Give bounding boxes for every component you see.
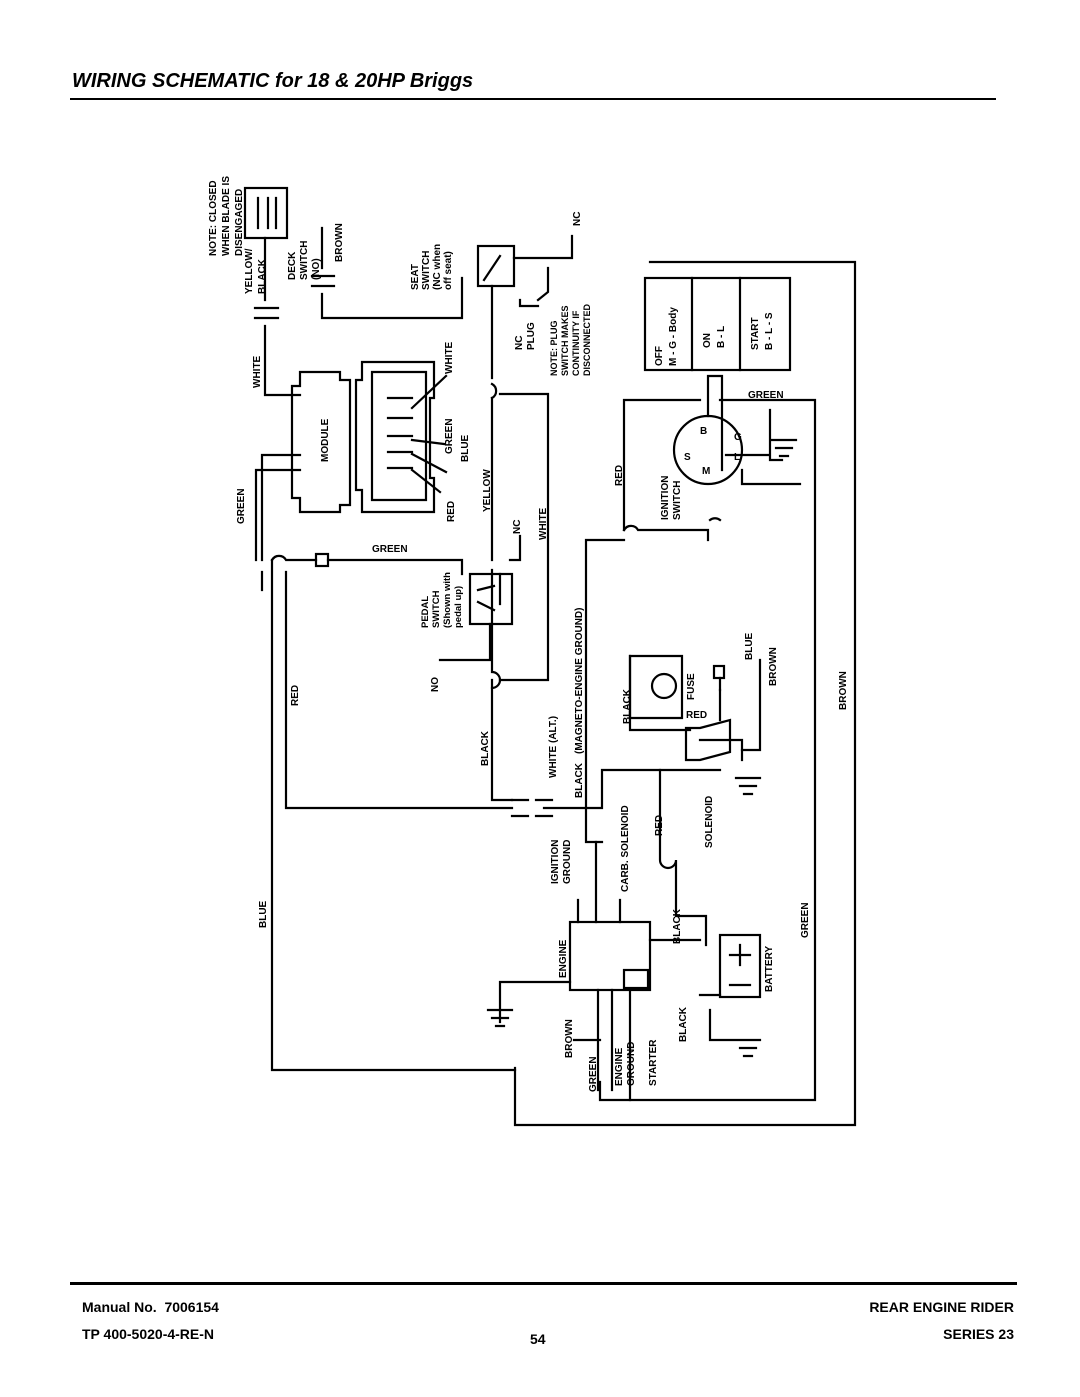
label-green-module: GREEN: [444, 418, 455, 454]
label-green-bottom-right: GREEN: [800, 902, 811, 938]
label-red-ign: RED: [614, 464, 625, 486]
wire-blue: [272, 560, 515, 1070]
label-deck-switch: DECK SWITCH (NO): [287, 240, 322, 280]
label-ignition-switch: IGNITION SWITCH: [660, 475, 683, 520]
label-yellow: YELLOW: [482, 469, 493, 512]
label-solenoid: SOLENOID: [704, 795, 715, 848]
label-engine: ENGINE: [558, 939, 569, 978]
label-battery: BATTERY: [764, 945, 775, 992]
label-brown-top: BROWN: [334, 223, 345, 262]
product-name: REAR ENGINE RIDER: [869, 1299, 1014, 1315]
label-red-fuse: RED: [686, 710, 708, 721]
label-white-1: WHITE: [252, 355, 263, 388]
label-white-alt: WHITE (ALT.): [548, 715, 559, 778]
label-black-mag: BLACK: [574, 763, 585, 798]
wire-red-left: [286, 572, 512, 808]
label-green-mid: GREEN: [372, 544, 408, 555]
label-brown-bottom: BROWN: [564, 1019, 575, 1058]
label-no: NO: [430, 677, 441, 692]
label-brown-right: BROWN: [768, 647, 779, 686]
label-black-fuse: BLACK: [622, 689, 633, 724]
engine-block: [570, 922, 650, 990]
label-fuse: FUSE: [686, 673, 697, 700]
label-key-start: START B - L - S: [750, 312, 775, 350]
label-black-bottom: BLACK: [678, 1007, 689, 1042]
label-nc-mid: NC: [512, 519, 523, 534]
label-starter: STARTER: [648, 1039, 659, 1086]
label-sw-b: B: [700, 426, 708, 437]
manual-label: Manual No.: [82, 1299, 157, 1315]
label-sw-s: S: [684, 452, 691, 463]
label-sw-m: M: [702, 466, 711, 477]
label-nc-plug: NC PLUG: [514, 322, 537, 350]
label-pedal-switch: PEDAL SWITCH (Shown with pedal up): [420, 572, 464, 628]
label-green-top-right: GREEN: [748, 390, 784, 401]
label-ignition-ground: IGNITION GROUND: [550, 839, 573, 884]
label-red-module: RED: [446, 500, 457, 522]
page-title: WIRING SCHEMATIC for 18 & 20HP Briggs: [72, 70, 474, 92]
footer-rule: [70, 1282, 1017, 1285]
series-label: SERIES 23: [943, 1326, 1014, 1342]
label-brown-far-right: BROWN: [838, 671, 849, 710]
deck-switch: [245, 188, 287, 238]
manual-number: [82, 1299, 219, 1315]
label-note-blade: NOTE: CLOSED WHEN BLADE IS DISENGAGED: [208, 176, 245, 256]
label-blue-far-left: BLUE: [258, 900, 269, 928]
label-nc-top: NC: [572, 211, 583, 226]
manual-value: 7006154: [164, 1299, 219, 1315]
label-sw-g: G: [734, 432, 742, 443]
label-note-plug: NOTE: PLUG SWITCH MAKES CONTINUITY IF DISCONNECTED: [549, 303, 592, 376]
label-seat-switch: SEAT SWITCH (NC when off seat): [410, 243, 454, 290]
label-black-bat: BLACK: [672, 909, 683, 944]
label-mag-ground: (MAGNETO-ENGINE GROUND): [574, 607, 585, 754]
page-number: 54: [530, 1331, 546, 1347]
label-sw-l: L: [734, 452, 741, 463]
label-key-on: ON B - L: [702, 325, 727, 348]
label-red-left: RED: [290, 684, 301, 706]
label-blue-right: BLUE: [744, 632, 755, 660]
label-white-2: WHITE: [444, 341, 455, 374]
fuse: [630, 656, 682, 718]
label-green-left: GREEN: [236, 488, 247, 524]
label-green-bottom: GREEN: [588, 1056, 599, 1092]
label-red-sol: RED: [654, 814, 665, 836]
label-white-3: WHITE: [538, 507, 549, 540]
label-key-off: OFF M - G - Body: [654, 307, 679, 366]
label-blue-module: BLUE: [460, 434, 471, 462]
label-yellow-black: YELLOW/ BLACK: [244, 248, 268, 294]
label-engine-ground: ENGINE GROUND: [614, 1041, 637, 1086]
label-carb-solenoid: CARB. SOLENOID: [620, 805, 631, 892]
label-black-left: BLACK: [480, 731, 491, 766]
wire-outer-right: [515, 262, 855, 1125]
label-module: MODULE: [320, 418, 331, 462]
tp-number: TP 400-5020-4-RE-N: [82, 1326, 215, 1342]
wire-green: [272, 556, 316, 560]
